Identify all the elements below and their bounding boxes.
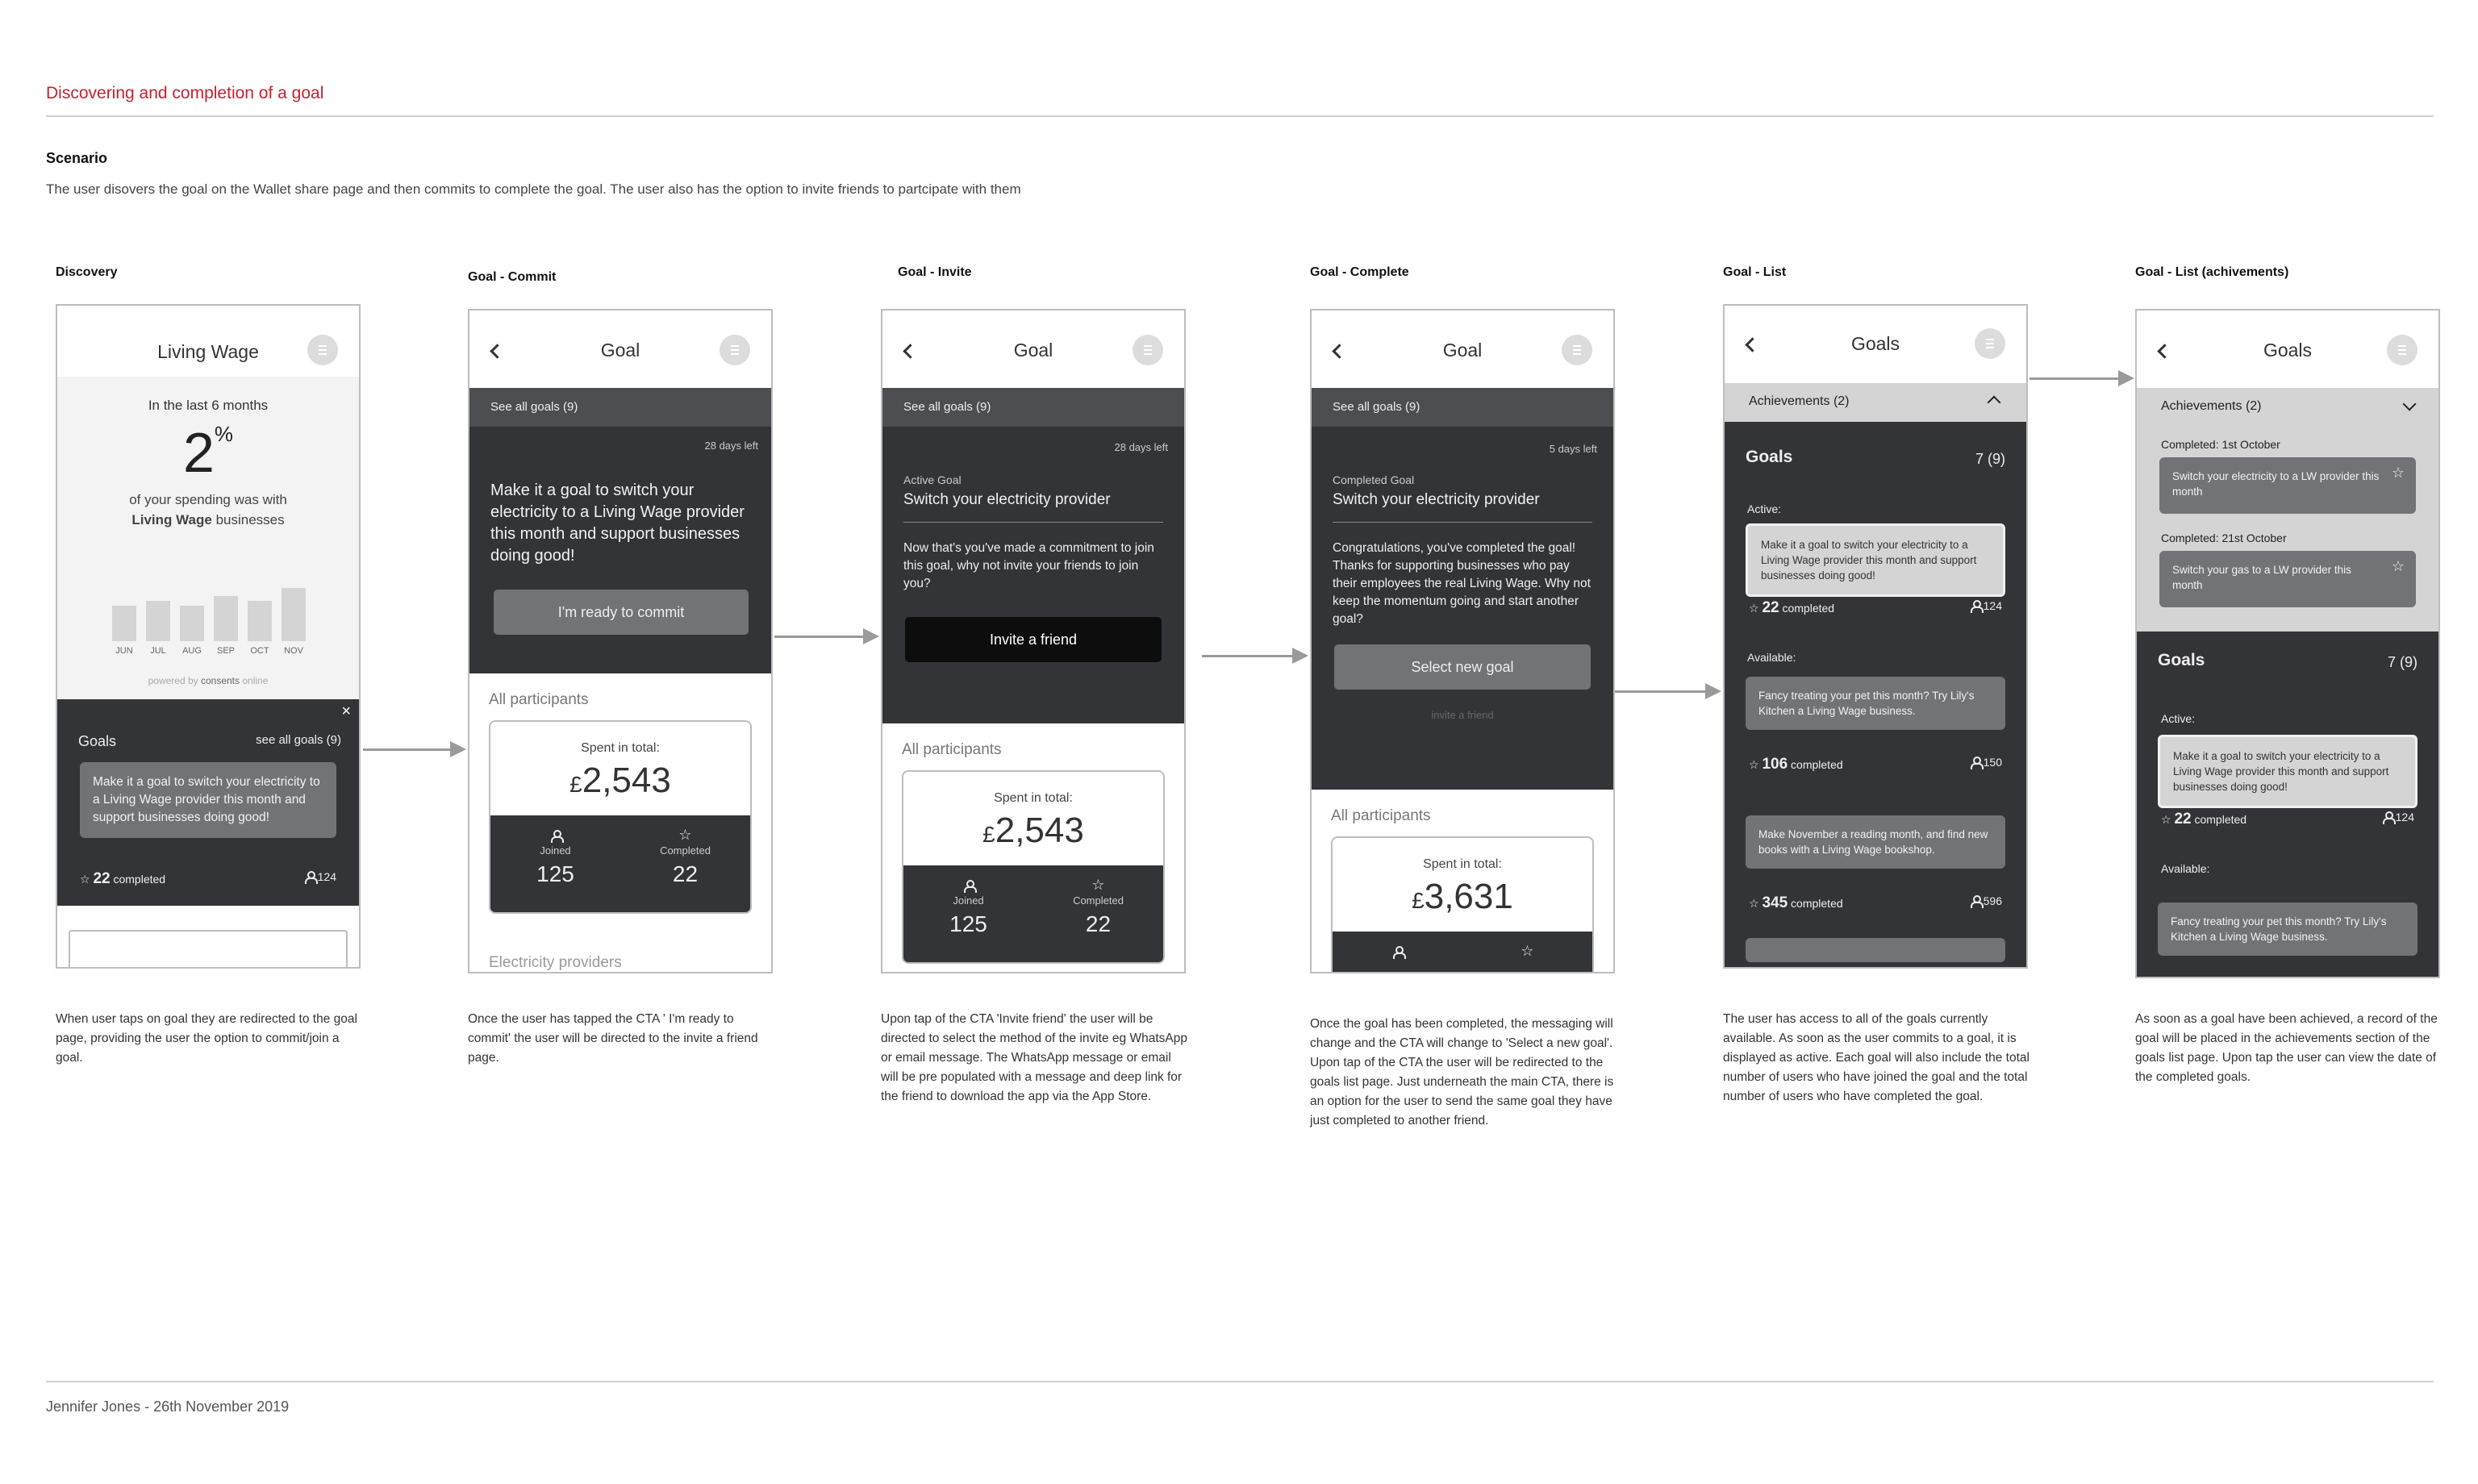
achievements-bar[interactable]: Achievements (2) (1725, 383, 2026, 422)
scenario-text: The user disovers the goal on the Wallet share page and then commits to complete the goal. The user also has the option to invite friends to partcipate with them (46, 181, 1021, 197)
next-card-area (57, 906, 359, 969)
step-label-list: Goal - List (1723, 265, 1787, 279)
close-icon[interactable]: × (341, 702, 351, 720)
joined-stat (1333, 932, 1462, 973)
spent-card (489, 720, 752, 914)
invite-screen (881, 309, 1186, 973)
achievement-date: Completed: 1st October (2161, 438, 2280, 451)
goals-list (2137, 632, 2438, 978)
menu-icon[interactable] (1562, 335, 1592, 365)
page-title: Discovering and completion of a goal (46, 84, 324, 102)
user-icon (1393, 946, 1403, 957)
spending-bar (282, 588, 306, 641)
goal-card[interactable]: Make it a goal to switch your electricity to a Living Wage provider this month and support businesses doing good! (80, 762, 336, 838)
available-goal-stats: ☆ 345 completed 596 (1749, 894, 2002, 911)
goals-count: 7 (9) (1975, 451, 2005, 467)
active-label: Active: (1747, 502, 1782, 515)
menu-icon[interactable] (2387, 335, 2418, 365)
complete-header (1312, 311, 1613, 388)
flow-arrow (1615, 690, 1718, 693)
spending-bar (112, 606, 136, 641)
active-label: Active: (2161, 712, 2196, 725)
see-all-goals-bar[interactable]: See all goals (9) (1312, 388, 1613, 427)
star-icon: ☆ (1091, 877, 1105, 893)
flow-arrow (1202, 655, 1305, 657)
goals-list (1725, 422, 2026, 969)
see-all-goals-link[interactable]: see all goals (9) (256, 733, 341, 747)
spending-bar-label: AUG (182, 646, 202, 656)
user-icon (1971, 895, 1980, 907)
star-icon: ☆ (1521, 943, 1534, 959)
active-goal-stats: ☆ 22 completed 124 (2161, 811, 2414, 827)
completed-stat: ☆ Completed 22 (620, 815, 750, 912)
achievements-toggle[interactable]: Achievements (2) (2161, 399, 2262, 413)
list-screen (1723, 304, 2028, 969)
see-all-goals-bar[interactable]: See all goals (9) (469, 388, 771, 427)
achievements-header (2137, 311, 2438, 388)
goals-heading: Goals (78, 733, 117, 749)
invite-title: Goal (1013, 340, 1053, 361)
star-icon: ☆ (1749, 602, 1759, 615)
user-icon (305, 871, 315, 882)
joined-stat: Joined 125 (490, 815, 620, 912)
achievement-date: Completed: 21st October (2161, 531, 2287, 544)
divider (1333, 522, 1592, 523)
complete-goal-panel (1312, 427, 1613, 790)
goal-status: Active Goal (903, 473, 962, 486)
spending-bar-chart (112, 577, 314, 665)
menu-icon[interactable] (1975, 328, 2005, 359)
complete-screen (1310, 309, 1615, 973)
period-text: In the last 6 months (148, 398, 269, 413)
available-goal-card[interactable] (1746, 938, 2005, 962)
spent-label: Spent in total: (994, 791, 1073, 805)
list-description: The user has access to all of the goals currently available. As soon as the user commits to a goal, it is displayed as active. Each goal will also include the total number of users who have joined the goal and the total number of users who have completed the goal. (1723, 1012, 2030, 1103)
user-icon (1971, 757, 1980, 768)
achievement-card[interactable]: Switch your electricity to a LW provider this month ☆ (2159, 457, 2416, 514)
star-icon: ☆ (1749, 758, 1759, 771)
achievements-screen (2135, 309, 2440, 978)
achievements-description: As soon as a goal have been achieved, a record of the goal will be placed in the achievements section of the goals list page. Upon tap the user can view the date of the completed goals. (2135, 1012, 2438, 1084)
divider (903, 522, 1163, 523)
achievements-section (2137, 388, 2438, 632)
active-goal-card[interactable]: Make it a goal to switch your electricity to a Living Wage provider this month and support businesses doing good! (2158, 735, 2418, 808)
list-header (1725, 306, 2026, 383)
user-icon (964, 880, 974, 891)
footer-divider (46, 1381, 2434, 1382)
spending-summary (57, 377, 359, 699)
menu-icon[interactable] (307, 335, 338, 365)
complete-description: Once the goal has been completed, the messaging will change and the CTA will change to 'Select a new goal'. Upon tap of the CTA the user will be redirected to the goals list page. Just underneath the main CTA, there is an option for the user to send the same goal they have just completed to another friend. (1310, 1017, 1614, 1128)
discovery-title: Living Wage (157, 341, 259, 362)
available-goal-card[interactable]: Make November a reading month, and find new books with a Living Wage bookshop. (1746, 815, 2005, 869)
star-icon: ☆ (2391, 558, 2405, 574)
invite-friend-link[interactable]: invite a friend (1431, 709, 1494, 721)
goal-name: Switch your electricity provider (1333, 491, 1540, 508)
complete-title: Goal (1442, 340, 1483, 361)
powered-by: powered by consents online (148, 675, 269, 686)
step-label-invite: Goal - Invite (898, 265, 972, 279)
commit-button[interactable]: I'm ready to commit (494, 590, 749, 635)
discovery-screen (56, 304, 361, 969)
star-icon: ☆ (2391, 465, 2405, 481)
goal-stats: ☆ 22 completed 124 (80, 870, 336, 887)
achievements-title: Goals (2263, 340, 2313, 361)
header-divider (46, 115, 2434, 117)
spent-card (902, 770, 1165, 964)
spending-bar (146, 601, 170, 641)
chevron-down-icon[interactable] (2403, 398, 2417, 411)
providers-title: Electricity providers (489, 954, 622, 971)
participants-title: All participants (902, 741, 1002, 758)
goal-status: Completed Goal (1333, 473, 1415, 486)
available-label: Available: (2161, 862, 2210, 875)
spent-card (1331, 836, 1594, 973)
goal-description: Make it a goal to switch your electricity to a Living Wage provider this month and support businesses doing good! (490, 481, 745, 565)
participants-section (469, 673, 771, 972)
days-left: 5 days left (1549, 443, 1597, 455)
goals-heading: Goals (1746, 448, 1793, 466)
discovery-header (57, 306, 359, 377)
completed-stat (1462, 932, 1592, 973)
active-goal-card[interactable]: Make it a goal to switch your electricity to a Living Wage provider this month and support businesses doing good! (1746, 523, 2005, 597)
scenario-heading: Scenario (46, 150, 108, 166)
step-label-commit: Goal - Commit (468, 270, 557, 284)
next-card (69, 930, 348, 969)
invite-message: Now that's you've made a commitment to join this goal, why not invite your friends to join you? (903, 541, 1154, 590)
star-icon: ☆ (2161, 813, 2171, 826)
commit-goal-panel (469, 427, 771, 673)
step-label-complete: Goal - Complete (1310, 265, 1409, 279)
goals-heading: Goals (2158, 651, 2205, 669)
flow-arrow (363, 748, 463, 751)
commit-description: Once the user has tapped the CTA ' I'm ready to commit' the user will be directed to the invite a friend page. (468, 1012, 758, 1065)
menu-icon[interactable] (1133, 335, 1163, 365)
spent-label: Spent in total: (581, 741, 660, 755)
percent-value: 2% (182, 421, 234, 484)
spending-bar (214, 596, 238, 641)
step-label-discovery: Discovery (56, 265, 118, 279)
invite-goal-panel (882, 427, 1184, 723)
days-left: 28 days left (704, 440, 758, 452)
complete-message: Congratulations, you've completed the goal! Thanks for supporting businesses who pay their employees the real Living Wage. Why not keep the momentum going and start another goal? (1333, 541, 1591, 626)
flow-arrow (774, 636, 876, 638)
invite-header (882, 311, 1184, 388)
spending-bar-label: JUN (115, 646, 133, 656)
available-goal-stats: ☆ 106 completed 150 (1749, 756, 2002, 773)
participants-title: All participants (1331, 807, 1431, 824)
spending-bar-label: JUL (150, 646, 166, 656)
star-icon: ☆ (678, 827, 692, 843)
participants-section (882, 723, 1184, 964)
joined-stat: Joined 125 (903, 865, 1033, 962)
available-goal-card[interactable]: Fancy treating your pet this month? Try Lily's Kitchen a Living Wage business. (2158, 902, 2418, 956)
select-new-goal-button[interactable]: Select new goal (1334, 644, 1591, 690)
see-all-goals-bar[interactable]: See all goals (9) (882, 388, 1184, 427)
goals-count: 7 (9) (2387, 654, 2418, 670)
spending-bar-label: NOV (284, 646, 303, 656)
days-left: 28 days left (1114, 441, 1168, 453)
chevron-up-icon (1988, 396, 2001, 410)
star-icon: ☆ (80, 873, 90, 886)
goals-panel (57, 699, 359, 906)
spending-bar (248, 601, 272, 641)
invite-description: Upon tap of the CTA 'Invite friend' the user will be directed to select the method of the invite eg WhatsApp or email message. The WhatsApp message or email will be pre populated with a message and deep link for the friend to download the app via the App Store. (881, 1012, 1187, 1103)
commit-header (469, 311, 771, 388)
spent-value: £2,543 (982, 811, 1084, 850)
commit-title: Goal (600, 340, 640, 361)
invite-friend-button[interactable]: Invite a friend (905, 617, 1162, 662)
spending-text: of your spending was with Living Wage businesses (129, 492, 287, 527)
spending-bar-label: OCT (250, 646, 269, 656)
star-icon: ☆ (1749, 897, 1759, 910)
spent-value: £2,543 (569, 761, 671, 800)
spending-bar (180, 606, 204, 641)
flow-arrow (2030, 377, 2131, 380)
step-label-achievements: Goal - List (achivements) (2135, 265, 2289, 279)
participants-title: All participants (489, 691, 589, 708)
spent-label: Spent in total: (1423, 857, 1502, 871)
available-goal-card[interactable]: Fancy treating your pet this month? Try Lily's Kitchen a Living Wage business. (1746, 677, 2005, 730)
user-icon (1971, 600, 1980, 611)
footer-author-date: Jennifer Jones - 26th November 2019 (46, 1399, 290, 1415)
user-icon (2383, 811, 2392, 823)
menu-icon[interactable] (720, 335, 750, 365)
completed-stat: ☆ Completed 22 (1033, 865, 1163, 962)
list-title: Goals (1850, 333, 1900, 354)
commit-screen (468, 309, 773, 973)
spending-bar-label: SEP (216, 646, 235, 656)
achievement-card[interactable]: Switch your gas to a LW provider this month ☆ (2159, 551, 2416, 607)
discovery-description: When user taps on goal they are redirected to the goal page, providing the user the option to commit/join a goal. (56, 1012, 357, 1065)
user-icon (551, 830, 561, 841)
participants-section (1312, 790, 1613, 973)
goal-name: Switch your electricity provider (903, 491, 1111, 508)
available-label: Available: (1747, 651, 1796, 664)
active-goal-stats: ☆ 22 completed 124 (1749, 599, 2002, 616)
spent-value: £3,631 (1412, 877, 1513, 916)
